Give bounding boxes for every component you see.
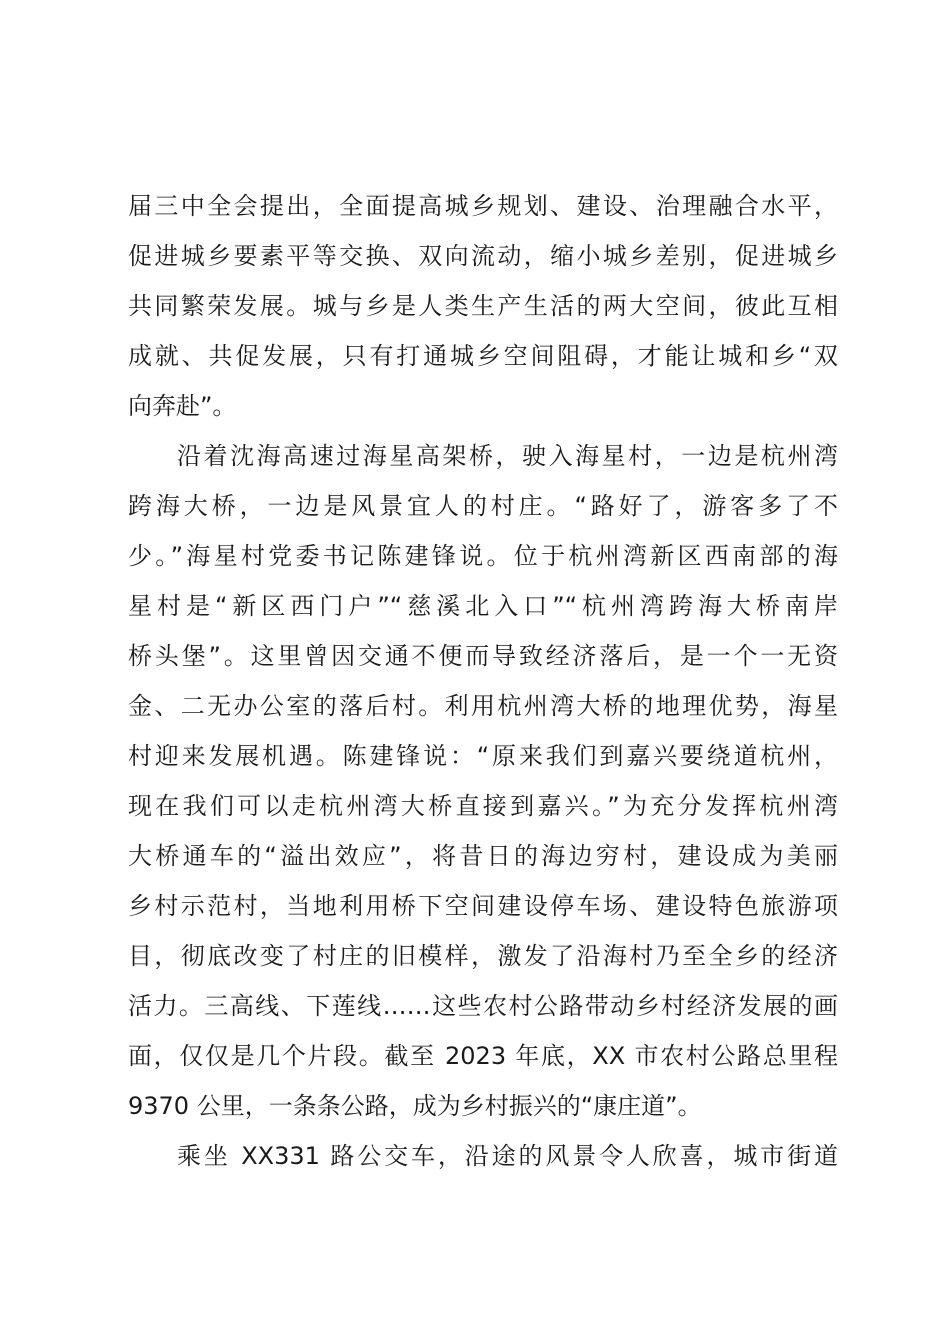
text-line: 桥头堡”。这里曾因交通不便而导致经济落后，是一个一无资	[128, 642, 838, 670]
text-line: 沿着沈海高速过海星高架桥，驶入海星村，一边是杭州湾	[177, 442, 838, 470]
text-line: 面，仅仅是几个片段。截至 2023 年底，XX 市农村公路总里程	[128, 1042, 838, 1070]
text-line: 活力。三高线、下莲线……这些农村公路带动乡村经济发展的画	[128, 992, 838, 1020]
text-line: 乘坐 XX331 路公交车，沿途的风景令人欣喜，城市街道	[177, 1142, 838, 1170]
body-text	[128, 181, 838, 1181]
text-line: 金、二无办公室的落后村。利用杭州湾大桥的地理优势，海星	[128, 692, 838, 720]
text-line: 成就、共促发展，只有打通城乡空间阻碍，才能让城和乡“双	[128, 342, 838, 370]
text-line: 少。”海星村党委书记陈建锋说。位于杭州湾新区西南部的海	[128, 542, 838, 570]
text-line: 共同繁荣发展。城与乡是人类生产生活的两大空间，彼此互相	[128, 292, 838, 320]
text-line: 乡村示范村，当地利用桥下空间建设停车场、建设特色旅游项	[128, 892, 838, 920]
paragraph-1	[128, 181, 838, 431]
text-line: 跨海大桥，一边是风景宜人的村庄。“路好了，游客多了不	[128, 492, 838, 520]
text-line: 大桥通车的“溢出效应”，将昔日的海边穷村，建设成为美丽	[128, 842, 838, 870]
paragraph-3	[128, 1131, 838, 1181]
text-line: 现在我们可以走杭州湾大桥直接到嘉兴。”为充分发挥杭州湾	[128, 792, 838, 820]
text-line: 届三中全会提出，全面提高城乡规划、建设、治理融合水平，	[128, 192, 838, 220]
text-line: 向奔赴”。	[128, 392, 237, 420]
text-line: 村迎来发展机遇。陈建锋说：“原来我们到嘉兴要绕道杭州，	[128, 742, 838, 770]
text-line: 促进城乡要素平等交换、双向流动，缩小城乡差别，促进城乡	[128, 242, 838, 270]
text-line: 目，彻底改变了村庄的旧模样，激发了沿海村乃至全乡的经济	[128, 942, 838, 970]
text-line: 星村是“新区西门户”“慈溪北入口”“杭州湾跨海大桥南岸	[128, 592, 838, 620]
text-line: 9370 公里，一条条公路，成为乡村振兴的“康庄道”。	[128, 1092, 702, 1120]
paragraph-2	[128, 431, 838, 1131]
